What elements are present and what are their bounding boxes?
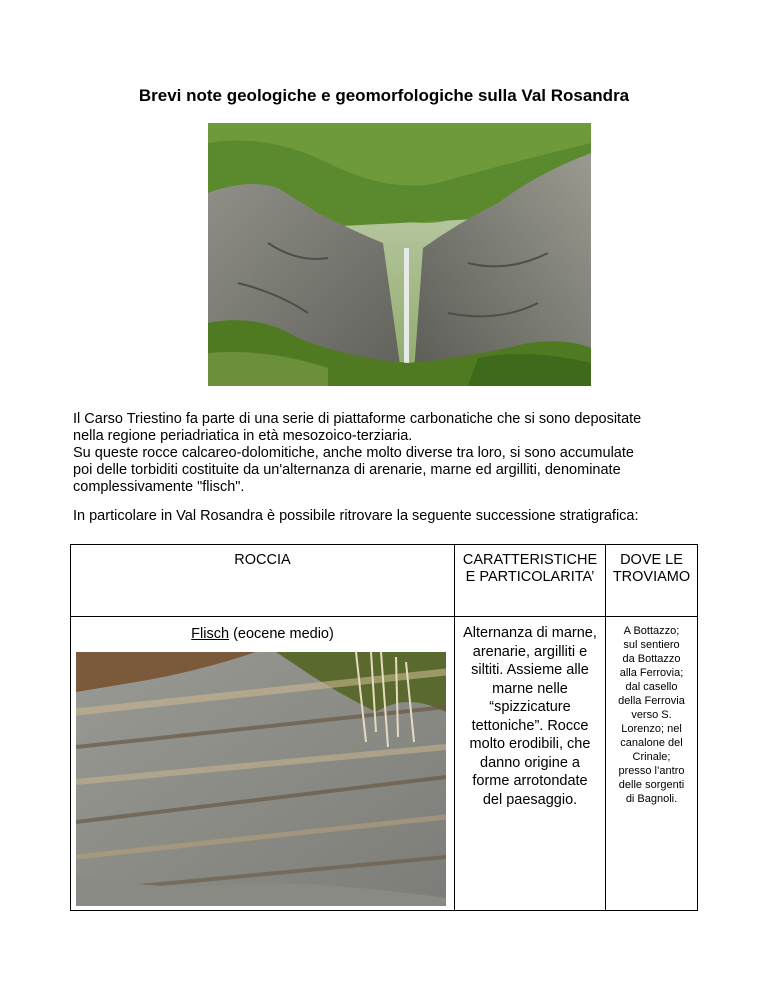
header-where: DOVE LE TROVIAMO <box>612 552 691 585</box>
rock-age: (eocene medio) <box>229 626 334 642</box>
characteristics-text: Alternanza di marne, arenarie, argilliti e siltiti. Assieme alle marne nelle “spizzicature tettoniche”. Rocce molto erodibili, che danno origine a forme arrotondate del paesaggio. <box>463 625 597 808</box>
intro-line: nella regione periadriatica in età mesozoico-terziaria. <box>73 428 413 444</box>
flisch-photo <box>76 652 446 906</box>
intro-line: Su queste rocce calcareo-dolomitiche, anche molto diverse tra loro, si sono accumulate <box>73 445 634 461</box>
where-cell <box>606 617 698 911</box>
intro-line: Il Carso Triestino fa parte di una serie di piattaforme carbonatiche che si sono depositate <box>73 411 642 427</box>
waterfall-photo <box>208 123 591 386</box>
intro-line: complessivamente "flisch". <box>73 479 245 495</box>
characteristics-cell <box>455 617 606 911</box>
stratigraphy-table <box>70 544 698 911</box>
stratigraphy-intro: In particolare in Val Rosandra è possibile ritrovare la seguente successione stratigrafica: <box>73 508 639 524</box>
rock-cell <box>71 617 455 911</box>
table-row <box>71 617 698 911</box>
rock-label <box>71 617 454 642</box>
header-characteristics: CARATTERISTICHE E PARTICOLARITA’ <box>462 552 598 585</box>
flisch-rock-image <box>76 652 446 906</box>
rock-name: Flisch <box>191 626 230 642</box>
intro-line: poi delle torbiditi costituite da un'alternanza di arenarie, marne ed argilliti, denominate <box>73 462 621 478</box>
where-text: A Bottazzo; sul sentiero da Bottazzo alla Ferrovia; dal casello della Ferrovia verso S. Lorenzo; nel canalone del Crinale; presso l’antro delle sorgenti di Bagnoli. <box>618 625 685 805</box>
header-cell-where <box>606 545 698 617</box>
waterfall-landscape-image <box>208 123 591 386</box>
document-title: Brevi note geologiche e geomorfologiche sulla Val Rosandra <box>138 86 630 105</box>
header-rock: ROCCIA <box>234 552 291 568</box>
header-cell-characteristics <box>455 545 606 617</box>
intro-paragraph <box>73 411 713 496</box>
header-cell-rock <box>71 545 455 617</box>
table-header-row <box>71 545 698 617</box>
